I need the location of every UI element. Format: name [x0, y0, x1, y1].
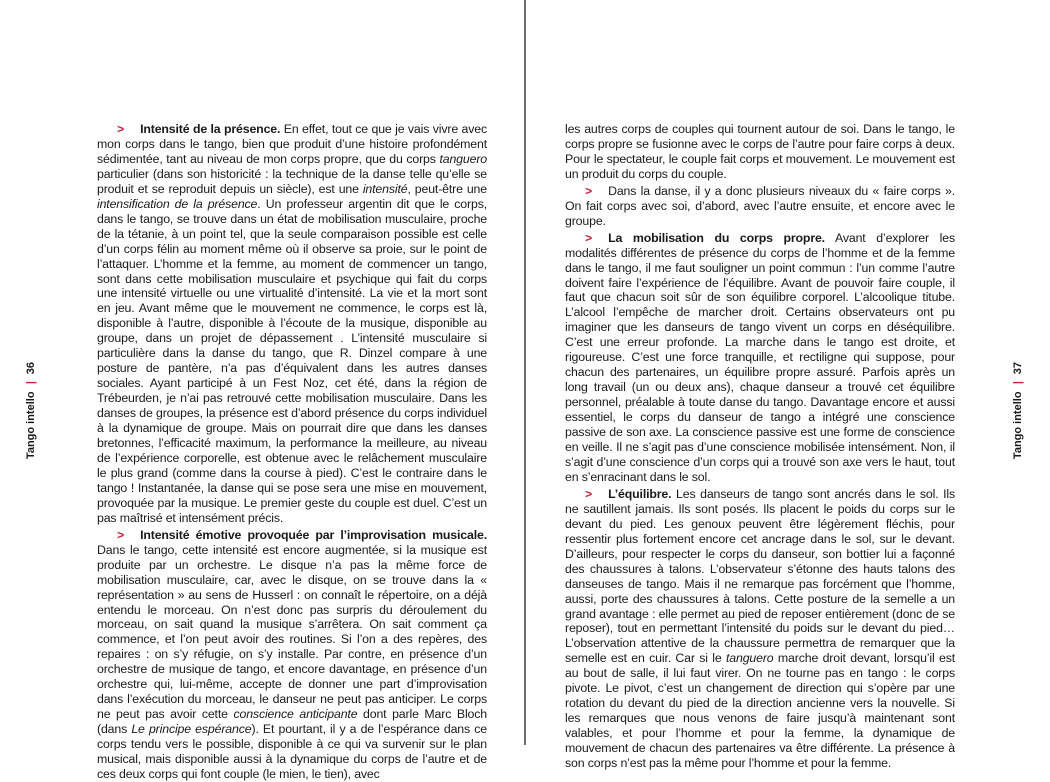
- body-text: Dans la danse, il y a donc plusieurs niveaux du « faire corps ». On fait corps avec soi, d’abord, avec l’autre ensuite, et encore avec le groupe.: [565, 183, 955, 228]
- running-title: Tango intello: [25, 391, 37, 460]
- body-text: dont parle Marc Bloch (dans: [97, 707, 487, 737]
- paragraph-equilibre: [565, 487, 955, 771]
- body-text: , peut-être une: [407, 181, 487, 196]
- italic-term: tanguero: [439, 151, 487, 166]
- paragraph-mobilisation: [565, 231, 955, 485]
- body-text: . Un professeur argentin dit que le corps, dans le tango, se trouve dans un état de mobilisation musculaire, proche de la tétanie, à un point tel, que la seule comparaison possible est celle d’un corps félin au moment même où il observe sa proie, sur le point de l’attaquer. L’homme et la femme, au moment de commencer un tango, sont dans cette mobilisation musculaire et psychique qui fait du corps une intensité virtuelle ou une virtualité d’intensité. La vie et la mort sont en jeu. Avant même que le mouvement ne commence, le corps est là, disponible à l’autre, disponible à l’écoute de la musique, disponible au groupe, dans un projet de dépassement . L’intensité musculaire si particulière dans la danse du tango, que R. Dinzel compare à une posture de pantère, n’a pas d’équivalent dans les autres danses sociales. Ayant participé à un Fest Noz, cet été, dans la région de Trébeurden, je n’ai pas retrouvé cette mobilisation musculaire. Dans les danses de groupes, la présence est d’abord présence du corps individuel à la dynamique de groupe. Mais on pourrait dire que dans les danses bretonnes, l’efficacité maximum, la performance la meilleure, au niveau de l’expérience corporelle, est obtenue avec le relâchement musculaire le plus grand (comme dans la course à pied). C’est le contraire dans le tango ! Instantanée, la danse qui se pose sera une mise en mouvement, provoquée par la musique. Le premier geste du couple est duel. C’est un pas maîtrisé et intensément précis.: [97, 196, 487, 525]
- italic-term: Le principe espérance: [131, 722, 252, 737]
- page-number: 37: [1012, 362, 1024, 375]
- body-text: ). Et pourtant, il y a de l’espérance dans ce corps tendu vers le possible, disponible à ce qui va survenir sur le plan musical, mais disponible aussi à la dynamique du corps de l’autre et de ces deux corps qui font couple (le mien, le tien), avec: [97, 722, 487, 781]
- arrow-marker: >: [585, 183, 593, 198]
- body-text: particulier (dans son historicité : la technique de la danse telle qu’elle se produit et se reproduit depuis un siècle), est une: [97, 166, 487, 196]
- paragraph-continued: [565, 122, 955, 182]
- running-head-right: [1012, 362, 1028, 459]
- arrow-marker: >: [585, 486, 593, 501]
- paragraph-intensite-emotive: [97, 528, 487, 782]
- running-separator: |: [25, 381, 37, 385]
- section-heading: La mobilisation du corps propre.: [608, 230, 825, 245]
- running-title: Tango intello: [1012, 391, 1024, 460]
- section-heading: Intensité de la présence.: [140, 122, 281, 136]
- running-separator: |: [1012, 381, 1024, 385]
- left-page: [0, 0, 524, 781]
- text-column-left: [97, 122, 487, 782]
- page-number: 36: [25, 362, 37, 375]
- arrow-marker: >: [585, 230, 593, 245]
- right-page: [526, 0, 1050, 771]
- italic-term: intensité: [362, 181, 408, 196]
- body-text: Dans le tango, cette intensité est encore augmentée, si la musique est produite par un orchestre. Le disque n’a pas la même force de mobilisation musculaire, car, avec le disque, on se trouve dans la « représentation » au sens de Husserl : on connaît le répertoire, on a déjà entendu le morceau. On n’est donc pas surpris du déroulement du morceau, on sait quand la musique s’arrêtera. On sait comment ça commence, et l’on peut avoir des routines. Si l’on a des repères, des repaires : on s’y réfugie, on s’y installe. Par contre, en présence d’un orchestre de musique de tango, et encore davantage, en présence d’un orchestre qui, lui-même, accepte de donner une part d’improvisation dans l’exécution du morceau, le danseur ne peut pas anticiper. Le corps ne peut pas avoir cette: [97, 542, 487, 722]
- italic-term: tanguero: [725, 651, 774, 666]
- body-text: En effet, tout ce que je vais vivre avec mon corps dans le tango, bien que produit d’une histoire profondément sédimentée, tant au niveau de mon corps propre, que du corps: [97, 122, 487, 166]
- arrow-marker: >: [117, 122, 125, 136]
- section-heading: Intensité émotive provoquée par l’improvisation musicale.: [140, 527, 487, 542]
- italic-term: intensification de la présence: [97, 196, 258, 211]
- body-text: Les danseurs de tango sont ancrés dans le sol. Ils ne sautillent jamais. Ils sont posés. Ils placent le poids du corps sur le devant du pied. Les genoux peuvent être légèrement fléchis, pour ressentir plus fortement encore cet ancrage dans le sol, sur le devant. D’ailleurs, pour respecter le corps du danseur, son bottier lui a façonné des chaussures à talons. L’observateur s’étonne des hauts talons des danseuses de tango. Mais il ne remarque pas forcément que l’homme, aussi, porte des chaussures à talons. Cette posture de la semelle a un grand avantage : elle permet au pied de reposer entièrement (donc de se reposer), tout en permettant l’intensité du poids sur le devant du pied… L’observation attentive de la chaussure permettra de remarquer que la semelle est en cuir. Car si le: [565, 486, 955, 666]
- arrow-marker: >: [117, 527, 125, 542]
- body-text: marche droit devant, lorsqu’il est au bout de salle, il lui faut virer. On ne tourne pas en tango : le corps pivote. Le pivot, c’est un changement de direction qui s’opère par une rotation du devant du pied de la direction ancienne vers la nouvelle. Si les remarques que nous venons de faire jusqu’à maintenant sont valables, et pour l’homme et pour la femme, la dynamique de mouvement de chacun des partenaires va être différente. La présence à son corps n’est pas la même pour l’homme et pour la femme.: [565, 651, 955, 771]
- body-text: les autres corps de couples qui tournent autour de soi. Dans le tango, le corps propre se fusionne avec le corps de l’autre pour faire corps à deux. Pour le spectateur, le couple fait corps et mouvement. Le mouvement est un produit du corps du couple.: [565, 122, 955, 181]
- text-column-right: [565, 122, 955, 771]
- italic-term: conscience anticipante: [233, 707, 358, 722]
- section-heading: L’équilibre.: [608, 486, 672, 501]
- running-head-left: [25, 362, 41, 459]
- paragraph-intensite-presence: [97, 122, 487, 526]
- body-text: Avant d’explorer les modalités différentes de présence du corps de l’homme et de la femme dans le tango, il me faut souligner un point commun : l’un comme l’autre doivent faire l’expérience de l’équilibre. Avant de pouvoir faire couple, il faut que chacun soit sûr de son équilibre corporel. L’alcoolique titube. L’alcool l’empêche de marcher droit. Certains observateurs ont pu imaginer que les danseurs de tango vivent un corps en déséquilibre. C’est une erreur profonde. La marche dans le tango est droite, et rigoureuse. C’est une force tranquille, et rectiligne qui suppose, pour chacun des partenaires, un équilibre propre assuré. Parfois après un long travail (un ou deux ans), chaque danseur a trouvé cet équilibre personnel, préalable à toute danse du tango. Davantage encore et aussi essentiel, le corps du danseur de tango a intégré une conscience passive de son axe. La conscience passive est une forme de conscience en veille. Il ne s’agit pas d’une conscience mobilisée intensément. Non, il s’agit d’une conscience d’un corps qui a trouvé son axe vers le haut, tout en s’enracinant dans le sol.: [565, 230, 956, 484]
- paragraph-faire-corps: [565, 184, 955, 229]
